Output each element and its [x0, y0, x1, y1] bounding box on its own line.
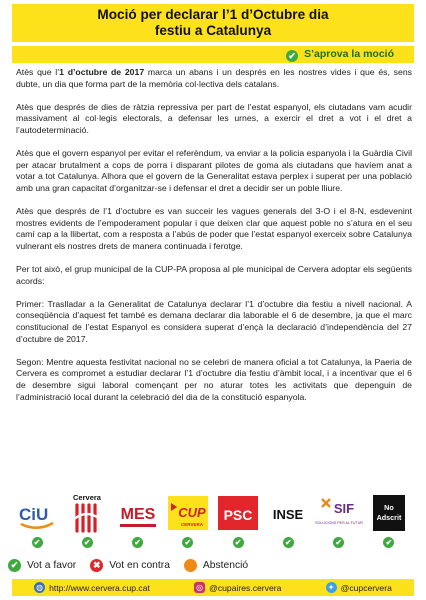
approval-status: S’aprova la moció — [304, 48, 394, 60]
footer-twitter-handle[interactable]: @cupcervera — [340, 582, 392, 593]
abstencio-dot-icon — [184, 559, 197, 572]
title-banner — [12, 4, 414, 42]
cup-logo-subtext: CERVERA — [180, 522, 203, 527]
title-line-1: Moció per declarar l’1 d’Octubre dia — [97, 7, 329, 22]
vote-indicators — [16, 537, 410, 549]
party-logo-cervera — [66, 490, 108, 536]
paragraph-5: Per tot això, el grup municipal de la CUP-PA proposa al ple municipal de Cervera adoptar els següents acords: — [16, 264, 412, 286]
paragraph-6: Primer: Traslladar a la Generalitat de Catalunya declarar l’1 d’octubre dia festiu a nivell nacional. A conseqüència d’aquest fet també es demana declarar dia laborable el 6 de desembre, ja que el marc constitucional de l’estat Espanyol es considera superat d’ençà la declaració d’independència del 27 d’octubre de 2017. — [16, 298, 412, 344]
sif-logo-subtext: SOLUCIONS PER AL FUTUR — [314, 521, 363, 525]
legend-favor-label: Vot a favor — [27, 559, 77, 571]
vote-favor-icon: ✔ — [182, 537, 193, 548]
legend-favor — [8, 559, 76, 572]
paragraph-4: Atès que després de l’1 d’octubre es van succeir les vagues generals del 3-O i el 8-N, esdevenint mostres evidents de l’empoderament popular i que deixen clar que aquest poble no s’atura en el seu camí cap a la llibertat, com a resposta a l’abús de poder que l’estat espanyol exerceix sobre Catalunya vulnerant els nostres drets de manera continuada i ferotge. — [16, 206, 412, 251]
party-logo-no-adscrit — [368, 490, 410, 536]
vote-sif — [318, 537, 360, 549]
party-logo-mes — [117, 490, 159, 536]
paragraph-1: Atès que l’1 d’octubre de 2017 marca un abans i un després en les nostres vides i que és, sens dubte, un dia que forma part de la memòria col·lectiva dels catalans. — [16, 67, 412, 89]
vote-legend — [8, 557, 418, 573]
vote-favor-icon: ✔ — [82, 537, 93, 548]
vote-ciu — [16, 537, 58, 549]
psc-logo-text: PSC — [223, 507, 253, 523]
no-adscrit-label: No Adscrit — [373, 495, 405, 531]
party-logos — [16, 488, 410, 536]
party-logo-cup — [167, 490, 209, 536]
cup-logo-text: CUP — [178, 505, 206, 520]
twitter-icon: ✦ — [326, 582, 337, 593]
vote-favor-icon: ✔ — [233, 537, 244, 548]
paragraph-2: Atès que després de dies de ràtzia repressiva per part de l’estat espanyol, els ciutadans vam acudir massivament al col·legis electorals, a defensar les urnes, a exercir el dret a vot i el dret a l’autodeterminació. — [16, 101, 412, 135]
date-highlight: 1 d’octubre de 2017 — [59, 67, 145, 77]
legend-contra — [90, 559, 170, 572]
legend-abstencio — [184, 559, 248, 572]
cervera-logo-text: Cervera — [73, 493, 102, 502]
mes-logo-text: MES — [120, 506, 155, 523]
globe-icon: ◍ — [34, 582, 45, 593]
contra-cross-icon: ✖ — [90, 559, 103, 572]
approval-banner — [12, 46, 414, 63]
inse-logo-text: INSE — [273, 507, 304, 522]
footer-instagram-handle[interactable]: @cupaires.cervera — [209, 582, 282, 593]
footer-web-link[interactable]: http://www.cervera.cup.cat — [49, 582, 150, 593]
party-logo-psc — [217, 490, 259, 536]
paragraph-7: Segon: Mentre aquesta festivitat nacional no se celebri de manera oficial a tot Catalunya, la Paeria de Cervera es compromet a estudiar declarar l’1 d’octubre dia festiu d’àmbit local, i a incentivar que el 6 de desembre sigui laboral començant per no aturar totes les activitats que depenguin de l’administració local durant la celebració del dia de la constitució espanyola. — [16, 356, 412, 402]
vote-favor-icon: ✔ — [32, 537, 43, 548]
party-logo-sif — [314, 490, 363, 536]
footer-bar — [12, 579, 414, 596]
footer-web[interactable] — [34, 582, 150, 593]
sif-logo-text: SIF — [333, 501, 354, 516]
motion-text — [16, 67, 412, 415]
paragraph-3: Atès que el govern espanyol per evitar el referèndum, va enviar a la policia espanyola i la Guàrdia Civil per atacar brutalment a cops de porra i disparant pilotes de goma als ciutadans que havíem anat a votar a tot Catalunya. Alhora que el govern de la Generalitat estava perplex i superat per una població amb una gran capacitat d’organitzar-se i defensar el dret a decidir ser un poble lliure. — [16, 148, 412, 193]
party-logo-inse — [267, 490, 309, 536]
vote-cervera — [66, 537, 108, 549]
vote-favor-icon: ✔ — [132, 537, 143, 548]
party-logo-ciu — [16, 490, 58, 536]
instagram-icon: ◎ — [194, 582, 205, 593]
vote-favor-icon: ✔ — [333, 537, 344, 548]
ciu-logo-text: CiU — [19, 505, 49, 524]
vote-inse — [267, 537, 309, 549]
title-line-2: festiu a Catalunya — [154, 23, 272, 38]
legend-abstencio-label: Abstenció — [202, 559, 249, 571]
vote-mes — [117, 537, 159, 549]
favor-check-icon: ✔ — [8, 559, 21, 572]
vote-favor-icon: ✔ — [283, 537, 294, 548]
legend-contra-label: Vot en contra — [109, 559, 170, 571]
vote-psc — [217, 537, 259, 549]
footer-instagram[interactable] — [194, 582, 281, 593]
vote-favor-icon: ✔ — [383, 537, 394, 548]
vote-no-adscrit — [368, 537, 410, 549]
check-icon: ✔ — [286, 50, 298, 62]
vote-cup — [167, 537, 209, 549]
footer-twitter[interactable] — [326, 582, 392, 593]
